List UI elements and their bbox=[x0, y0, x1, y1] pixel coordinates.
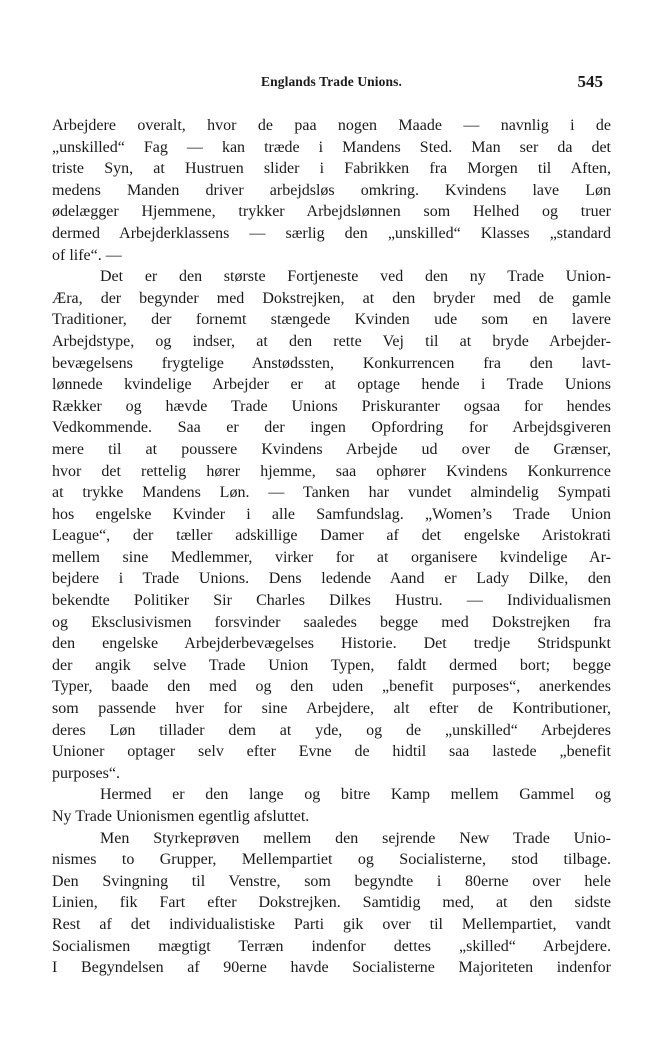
text-line: Arbejdere overalt, hvor de paa nogen Maade — navnlig i de bbox=[52, 117, 611, 134]
text-line: der angik selve Trade Union Typen, faldt dermed bort; begge bbox=[52, 656, 611, 674]
page-number: 545 bbox=[577, 72, 603, 91]
text-line: I Begyndelsen af 90erne havde Socialisterne Majoriteten indenfor bbox=[52, 959, 611, 977]
text-line: Socialismen mægtigt Terræn indenfor dettes „skilled“ Arbejdere. bbox=[52, 937, 611, 955]
text-line: at trykke Mandens Løn. — Tanken har vundet almindelig Sympati bbox=[52, 484, 611, 502]
text-line: „unskilled“ Fag — kan træde i Mandens Sted. Man ser da det bbox=[52, 138, 611, 156]
body-text bbox=[52, 115, 611, 979]
text-line: bekendte Politiker Sir Charles Dilkes Hustru. — Individualismen bbox=[52, 592, 611, 610]
text-line: Men Styrkeprøven mellem den sejrende New Trade Unio- bbox=[100, 829, 611, 847]
text-line: triste Syn, at Hustruen slider i Fabrikken fra Morgen til Aften, bbox=[52, 160, 611, 178]
text-line: ødelægger Hjemmene, trykker Arbejdslønnen som Helhed og truer bbox=[52, 203, 611, 221]
text-line: of life“. — bbox=[52, 246, 122, 264]
text-line: hos engelske Kvinder i alle Samfundslag. „Women’s Trade Union bbox=[52, 505, 611, 523]
text-line: Rækker og hævde Trade Unions Priskuranter ogsaa for hendes bbox=[52, 397, 611, 415]
book-page bbox=[52, 0, 611, 1041]
text-line: Hermed er den lange og bitre Kamp mellem Gammel og bbox=[100, 786, 611, 804]
text-line: medens Manden driver arbejdsløs omkring. Kvindens lave Løn bbox=[52, 181, 611, 199]
text-line: den engelske Arbejderbevægelses Historie. Det tredje Stridspunkt bbox=[52, 635, 611, 653]
text-line: Æra, der begynder med Dokstrejken, at den bryder med de gamle bbox=[52, 289, 611, 307]
text-line: Vedkommende. Saa er der ingen Opfordring for Arbejdsgiveren bbox=[52, 419, 611, 437]
text-line: nismes to Grupper, Mellempartiet og Socialisterne, stod tilbage. bbox=[52, 851, 611, 869]
text-line: mere til at poussere Kvindens Arbejde ud over de Grænser, bbox=[52, 440, 611, 458]
text-line: og Eksclusivismen forsvinder saaledes begge med Dokstrejken fra bbox=[52, 613, 611, 631]
text-line: purposes“. bbox=[52, 764, 120, 782]
text-line: hvor det rettelig hører hjemme, saa ophører Kvindens Konkurrence bbox=[52, 462, 611, 480]
text-line: Rest af det individualistiske Parti gik over til Mellempartiet, vandt bbox=[52, 915, 611, 933]
text-line: Linien, fik Fart efter Dokstrejken. Samtidig med, at den sidste bbox=[52, 894, 611, 912]
text-line: Den Svingning til Venstre, som begyndte i 80erne over hele bbox=[52, 872, 611, 890]
text-line: Traditioner, der fornemt stængede Kvinden ude som en lavere bbox=[52, 311, 611, 329]
text-line: Ny Trade Unionismen egentlig afsluttet. bbox=[52, 808, 310, 825]
text-line: som passende hver for sine Arbejdere, alt efter de Kontributioner, bbox=[52, 700, 611, 718]
text-line: League“, der tæller adskillige Damer af det engelske Aristokrati bbox=[52, 527, 611, 545]
text-line: bevægelsens frygtelige Anstødssten, Konkurrencen fra den lavt- bbox=[52, 354, 611, 372]
text-line: Unioner optager selv efter Evne de hidtil saa lastede „benefit bbox=[52, 743, 611, 761]
text-line: Arbejdstype, og indser, at den rette Vej til at bryde Arbejder- bbox=[52, 332, 611, 350]
text-line: dermed Arbejderklassens — særlig den „unskilled“ Klasses „standard bbox=[52, 224, 611, 242]
text-line: Typer, baade den med og den uden „benefit purposes“, anerkendes bbox=[52, 678, 611, 696]
running-title: Englands Trade Unions. bbox=[261, 74, 402, 89]
text-line: bejdere i Trade Unions. Dens ledende Aand er Lady Dilke, den bbox=[52, 570, 611, 588]
text-line: deres Løn tillader dem at yde, og de „unskilled“ Arbejderes bbox=[52, 721, 611, 739]
text-line: Det er den største Fortjeneste ved den ny Trade Union- bbox=[100, 268, 611, 286]
text-line: lønnede kvindelige Arbejder er at optage hende i Trade Unions bbox=[52, 376, 611, 394]
text-line: mellem sine Medlemmer, virker for at organisere kvindelige Ar- bbox=[52, 548, 611, 566]
running-head bbox=[52, 74, 611, 96]
